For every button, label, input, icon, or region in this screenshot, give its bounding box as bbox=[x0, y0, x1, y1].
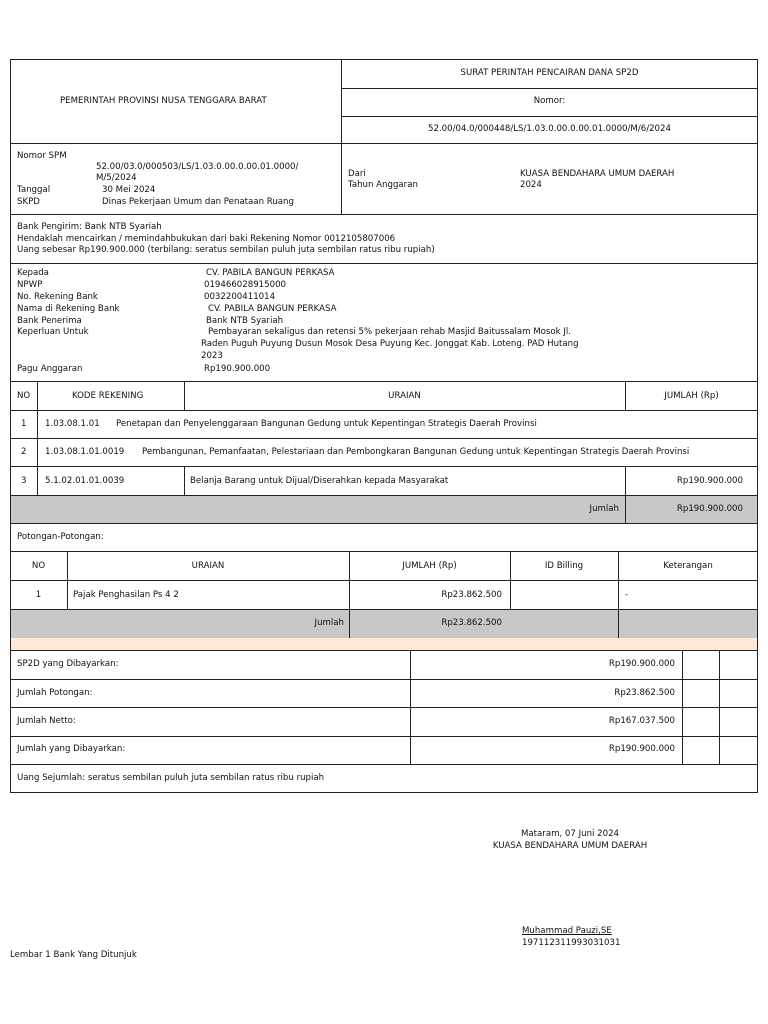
tanggal-value: 30 Mei 2024 bbox=[102, 185, 156, 195]
pot-row-uraian: Pajak Penghasilan Ps 4 2 bbox=[73, 590, 179, 600]
pot-row-no: 1 bbox=[35, 590, 42, 600]
keperluan-line3: 2023 bbox=[201, 351, 223, 361]
signature-nip: 197112311993031031 bbox=[522, 938, 621, 948]
summary-value: Rp190.900.000 bbox=[608, 744, 675, 754]
tahun-label: Tahun Anggaran bbox=[348, 180, 418, 190]
summary-value: Rp167.037.500 bbox=[608, 716, 675, 726]
pagu-value: Rp190.900.000 bbox=[204, 364, 271, 374]
rek-row-uraian: Pembangunan, Pemanfaatan, Pelestariaan dan Pembongkaran Bangunan Gedung untuk Kepentingan Strategis Daerah Provinsi bbox=[142, 447, 690, 457]
kepada-value: CV. PABILA BANGUN PERKASA bbox=[206, 268, 335, 278]
rek-total-value: Rp190.900.000 bbox=[676, 504, 743, 514]
keperluan-line1: Pembayaran sekaligus dan retensi 5% pekerjaan rehab Masjid Baitussalam Mosok Jl. bbox=[208, 327, 572, 337]
bank-instruksi: Hendaklah mencairkan / memindahbukukan dari baki Rekening Nomor 0012105807006 bbox=[17, 234, 396, 244]
summary-label: Jumlah Potongan: bbox=[17, 688, 93, 698]
tanggal-label: Tanggal bbox=[17, 185, 51, 195]
potongan-title: Potongan-Potongan: bbox=[17, 532, 104, 542]
npwp-value: 019466028915000 bbox=[204, 280, 287, 290]
pot-row-jumlah: Rp23.862.500 bbox=[441, 590, 502, 600]
kepada-label: Kepada bbox=[17, 268, 49, 278]
rek-row-jumlah: Rp190.900.000 bbox=[676, 476, 743, 486]
skpd-value: Dinas Pekerjaan Umum dan Penataan Ruang bbox=[102, 197, 294, 207]
nomor-label: Nomor: bbox=[533, 96, 566, 106]
pagu-label: Pagu Anggaran bbox=[17, 364, 83, 374]
pot-header-billing: ID Billing bbox=[544, 561, 584, 571]
government-name: PEMERINTAH PROVINSI NUSA TENGGARA BARAT bbox=[60, 96, 267, 106]
document-title: SURAT PERINTAH PENCAIRAN DANA SP2D bbox=[460, 68, 639, 78]
rek-row-no: 3 bbox=[21, 476, 27, 486]
tahun-value: 2024 bbox=[520, 180, 542, 190]
signature-name: Muhammad Pauzi,SE bbox=[522, 926, 612, 936]
rek-row-kode: 1.03.08.1.01.0019 bbox=[45, 447, 125, 457]
rek-row-kode: 5.1.02.01.01.0039 bbox=[45, 476, 125, 486]
rek-header-uraian: URAIAN bbox=[388, 391, 421, 401]
penerima-section bbox=[10, 263, 758, 382]
summary-label: SP2D yang Dibayarkan: bbox=[17, 659, 119, 669]
norek-label: No. Rekening Bank bbox=[17, 292, 98, 302]
summary-label: Jumlah Netto: bbox=[17, 716, 76, 726]
norek-value: 0032200411014 bbox=[204, 292, 276, 302]
footer-lembar: Lembar 1 Bank Yang Ditunjuk bbox=[10, 950, 137, 960]
bank-penerima-value: Bank NTB Syariah bbox=[206, 316, 284, 326]
pot-header-no: NO bbox=[31, 561, 46, 571]
rek-row-uraian: Belanja Barang untuk Dijual/Diserahkan kepada Masyarakat bbox=[190, 476, 449, 486]
rek-header-no: NO bbox=[17, 391, 31, 401]
nomor-spm-line2: M/5/2024 bbox=[96, 173, 137, 183]
nomor-value: 52.00/04.0/000448/LS/1.03.0.00.0.00.01.0000/M/6/2024 bbox=[428, 124, 671, 134]
rek-header-jumlah: JUMLAH (Rp) bbox=[664, 391, 719, 401]
rek-row-no: 1 bbox=[21, 419, 27, 429]
summary-label: Jumlah yang Dibayarkan: bbox=[17, 744, 126, 754]
separator-strip bbox=[10, 638, 758, 650]
bank-jumlah: Uang sebesar Rp190.900.000 (terbilang: seratus sembilan puluh juta sembilan ratus ribu rupiah) bbox=[17, 245, 435, 255]
nomor-spm-line1: 52.00/03.0/000503/LS/1.03.0.00.0.00.01.0000/ bbox=[96, 162, 299, 172]
npwp-label: NPWP bbox=[17, 280, 43, 290]
pot-row-keterangan: - bbox=[625, 590, 629, 600]
summary-value: Rp23.862.500 bbox=[614, 688, 675, 698]
keperluan-label: Keperluan Untuk bbox=[17, 327, 89, 337]
rek-row-kode: 1.03.08.1.01 bbox=[45, 419, 100, 429]
rek-row-uraian: Penetapan dan Penyelenggaraan Bangunan Gedung untuk Kepentingan Strategis Daerah Provinsi bbox=[116, 419, 537, 429]
skpd-label: SKPD bbox=[17, 197, 40, 207]
signature-position: KUASA BENDAHARA UMUM DAERAH bbox=[492, 841, 648, 851]
rek-row-no: 2 bbox=[21, 447, 27, 457]
nama-rek-value: CV. PABILA BANGUN PERKASA bbox=[208, 304, 337, 314]
pot-total-value: Rp23.862.500 bbox=[441, 618, 502, 628]
pot-header-uraian: URAIAN bbox=[191, 561, 225, 571]
pot-total-label: Jumlah bbox=[314, 618, 344, 628]
nama-rek-label: Nama di Rekening Bank bbox=[17, 304, 120, 314]
summary-value: Rp190.900.000 bbox=[608, 659, 675, 669]
signature-place-date: Mataram, 07 Juni 2024 bbox=[520, 829, 620, 839]
potongan-title-row bbox=[10, 523, 758, 552]
rek-header-kode: KODE REKENING bbox=[72, 391, 144, 401]
keperluan-line2: Raden Puguh Puyung Dusun Mosok Desa Puyung Kec. Jonggat Kab. Loteng. PAD Hutang bbox=[201, 339, 579, 349]
bank-pengirim: Bank Pengirim: Bank NTB Syariah bbox=[17, 222, 162, 232]
terbilang-text: Uang Sejumlah: seratus sembilan puluh juta sembilan ratus ribu rupiah bbox=[17, 773, 325, 783]
dari-value: KUASA BENDAHARA UMUM DAERAH bbox=[520, 169, 675, 179]
pot-header-jumlah: JUMLAH (Rp) bbox=[402, 561, 457, 571]
rek-total-label: Jumlah bbox=[589, 504, 619, 514]
pot-header-keterangan: Keterangan bbox=[663, 561, 713, 571]
nomor-spm-label: Nomor SPM bbox=[17, 151, 67, 161]
dari-label: Dari bbox=[348, 169, 366, 179]
bank-penerima-label: Bank Penerima bbox=[17, 316, 82, 326]
